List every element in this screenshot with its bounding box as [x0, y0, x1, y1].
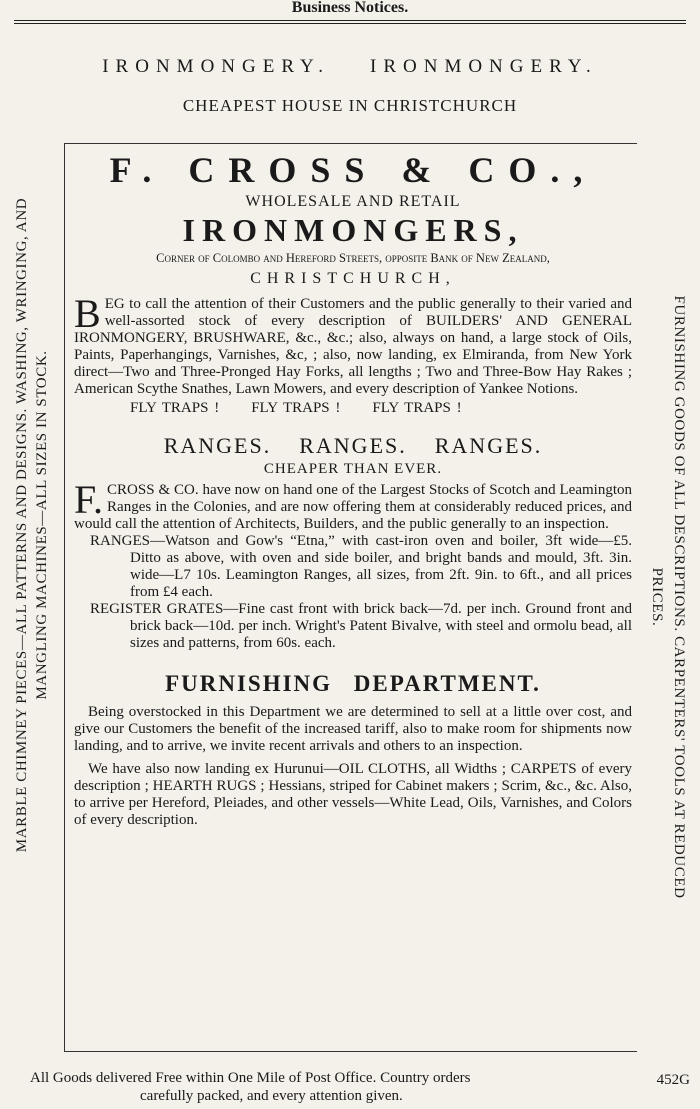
top-banner-right: IRONMONGERY.: [370, 56, 598, 77]
header-rule-bottom: [14, 23, 686, 24]
address-line: Corner of Colombo and Hereford Streets, opposite Bank of New Zealand,: [156, 251, 550, 265]
fly-traps-2: FLY TRAPS !: [251, 400, 341, 416]
furnishing-heading: FURNISHING DEPARTMENT.: [165, 671, 541, 696]
ranges-dropcap: F.: [74, 477, 104, 522]
cheapest-house-line: CHEAPEST HOUSE IN CHRISTCHURCH: [182, 96, 518, 115]
wholesale-retail: WHOLESALE AND RETAIL: [245, 193, 461, 210]
furnishing-paragraph-1: Being overstocked in this Department we are determined to sell at a little over cost, and give our Customers the benefit of the increased tariff, also to make room for shipments now landing, and to arrive, we invite recent arrivals and others to an inspection.: [74, 704, 632, 754]
header-rule-top: [14, 20, 686, 21]
right-side-line-2: PRICES.: [649, 567, 665, 626]
intro-dropcap: B: [74, 291, 101, 336]
fly-traps-3: FLY TRAPS !: [372, 400, 462, 416]
ranges-heading: [74, 432, 632, 460]
left-side-line-2: MANGLING MACHINES—ALL SIZES IN STOCK.: [34, 350, 50, 700]
cheaper-than-ever: CHEAPER THAN EVER.: [263, 461, 443, 477]
furnishing-paragraph-2: We have also now landing ex Hurunui—OIL CLOTHS, all Widths ; CARPETS of every description ; HEARTH RUGS ; Hessians, striped for Cabinet makers ; Scrim, &c., &c. Also, to arrive per Hereford, Pleiades, and other vessels—White Lead, Oils, Varnishes, and Colors of every description.: [74, 761, 632, 828]
ranges-intro-text: CROSS & CO. have now on hand one of the Largest Stocks of Scotch and Leamington Ranges in the Colonies, and are now offering them at considerably reduced prices, and would call the attention of Architects, Builders, and the public generally to an inspection.: [74, 482, 632, 532]
city-name: CHRISTCHURCH,: [250, 270, 456, 287]
ironmongers-title: IRONMONGERS,: [182, 212, 524, 248]
top-banner: [0, 56, 700, 78]
left-side-notice: [0, 0, 64, 1050]
ranges-heading-2: RANGES.: [299, 433, 407, 458]
footer: [20, 1069, 690, 1105]
intro-text: EG to call the attention of their Customers and the public generally to their varied and well-assorted stock of every description of BUILDERS' AND GENERAL IRONMONGERY, BRUSHWARE, &c., &c.; also, always on hand, a large stock of Oils, Paints, Paperhangings, Varnishes, &c, ; also, now landing, ex Elmiranda, from New York direct—Two and Three-Pronged Hay Forks, all lengths ; Two and Three-Bow Hay Rakes ; American Scythe Snathes, Lawn Mowers, and every description of Yankee Notions.: [74, 296, 632, 397]
intro-paragraph: [74, 291, 632, 398]
right-side-notice: [636, 143, 700, 1050]
advert-code: 452G: [656, 1072, 690, 1088]
left-side-line-1: MARBLE CHIMNEY PIECES—ALL PATTERNS AND DESIGNS. WASHING, WRINGING, AND: [14, 197, 30, 853]
footer-line-2: carefully packed, and every attention given.: [140, 1088, 403, 1104]
register-grates-item: REGISTER GRATES—Fine cast front with brick back—7d. per inch. Ground front and brick back—10d. per inch. Wright's Patent Bivalve, with steel and ormolu bead, all sizes and patterns, from 60s. each.: [90, 601, 632, 651]
right-side-line-1: FURNISHING GOODS OF ALL DESCRIPTIONS. CARPENTERS' TOOLS AT REDUCED: [671, 294, 687, 899]
ranges-intro-paragraph: [74, 477, 632, 533]
ranges-heading-1: RANGES.: [163, 433, 272, 458]
footer-line-1: All Goods delivered Free within One Mile of Post Office. Country orders: [30, 1070, 471, 1086]
top-banner-left: IRONMONGERY.: [102, 56, 330, 77]
page-header: Business Notices.: [291, 0, 409, 16]
ranges-heading-3: RANGES.: [434, 433, 543, 458]
advert-content: [74, 150, 632, 829]
fly-traps-1: FLY TRAPS !: [130, 400, 220, 416]
firm-name: F. CROSS & CO.,: [109, 150, 597, 190]
fly-traps-line: [74, 398, 632, 418]
ranges-item: RANGES—Watson and Gow's “Etna,” with cast-iron oven and boiler, 3ft wide—£5. Ditto as above, with oven and side boiler, and bright bands and mould, 3ft. 3in. wide—L7 10s. Leamington Ranges, all sizes, from 2ft. 9in. to 6ft., and all prices from £4 each.: [90, 533, 632, 600]
